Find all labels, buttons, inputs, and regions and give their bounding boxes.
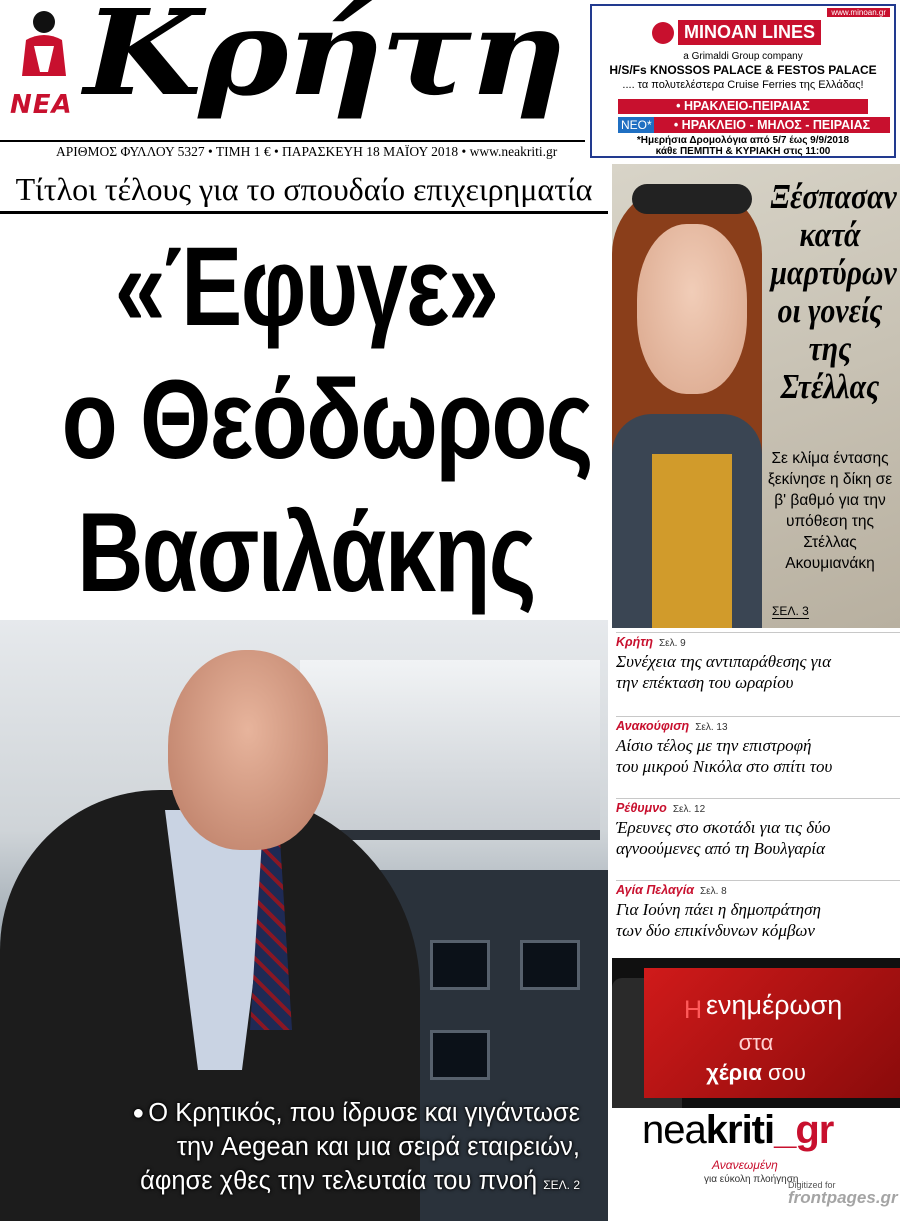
lead-caption: [20, 1096, 580, 1202]
watermark-small: Digitized for: [788, 1180, 836, 1190]
caption-line-1: Ο Κρητικός, που ίδρυσε και γιγάντωσε: [148, 1099, 580, 1127]
logo-part-nea: nea: [642, 1108, 706, 1152]
brief-line: Έρευνες στο σκοτάδι για τις δύο: [616, 818, 831, 837]
app-ad-line-3a: χέρια: [706, 1060, 762, 1085]
bullet-icon: ●: [132, 1102, 145, 1124]
app-ad-sub: Ανανεωμένη: [712, 1158, 778, 1172]
ad-group: a Grimaldi Group company: [683, 51, 803, 62]
app-ad-sub2: για εύκολη πλοήγηση: [704, 1174, 799, 1185]
headline-line-2: ο Θεόδωρος: [61, 357, 592, 482]
watermark: [788, 1180, 900, 1208]
logo-part-gr: _gr: [774, 1108, 834, 1152]
brief-line: την επέκταση του ωραρίου: [616, 673, 794, 692]
brand-prefix: ΝΕΑ: [10, 90, 73, 120]
app-ad-line-1: ενημέρωση: [706, 990, 843, 1020]
issue-line: ΑΡΙΘΜΟΣ ΦΥΛΛΟΥ 5327 • ΤΙΜΗ 1 € • ΠΑΡΑΣΚΕΥΗ 18 ΜΑΪΟΥ 2018 • www.neakriti.gr: [56, 144, 558, 159]
girl-face: [637, 224, 747, 394]
logo-part-kriti: kriti: [705, 1108, 775, 1152]
minoan-logo-icon: [652, 22, 674, 44]
side-title-line: Στέλλας: [780, 367, 880, 406]
ad-brand-row: [592, 18, 894, 48]
ad-route-1: • ΗΡΑΚΛΕΙΟ-ΠΕΙΡΑΙΑΣ: [618, 99, 868, 114]
caption-line-3: άφησε χθες την τελευταία του πνοή: [140, 1167, 538, 1195]
headline-line-1: «Έφυγε»: [114, 224, 498, 349]
cockpit-screen: [430, 1030, 490, 1080]
side-title-line: της: [808, 329, 852, 368]
side-title-line: κατά: [799, 215, 861, 254]
brief-page: Σελ. 9: [658, 638, 686, 649]
app-ad-line-3b: σου: [768, 1060, 806, 1085]
sunglasses: [632, 184, 752, 214]
ad-new-label: ΝΕΟ*: [618, 117, 655, 133]
brief-item[interactable]: [616, 632, 900, 693]
cockpit-screen: [520, 940, 580, 990]
brief-page: Σελ. 8: [699, 886, 727, 897]
side-title-line: μαρτύρων: [770, 253, 897, 292]
ad-new-route-row: [592, 117, 894, 133]
ad-brand: MINOAN LINES: [678, 20, 821, 45]
brief-item[interactable]: [616, 716, 900, 777]
side-story-text: Σε κλίμα έντασης ξεκίνησε η δίκη σε β' βαθμό για την υπόθεση της Στέλλας Ακουμιανάκη: [767, 450, 893, 572]
brand-title: Κρήτη: [84, 0, 564, 122]
lead-headline[interactable]: [8, 220, 604, 619]
brief-page: Σελ. 13: [695, 722, 728, 733]
ad-schedule-2: κάθε ΠΕΜΠΤΗ & ΚΥΡΙΑΚΗ στις 11:00: [655, 146, 831, 157]
side-title-line: Ξέσπασαν: [770, 177, 897, 216]
headline-line-3: Βασιλάκης: [77, 490, 535, 615]
neakriti-logo: [642, 1108, 833, 1153]
cockpit-screen: [430, 940, 490, 990]
lead-kicker: Τίτλοι τέλους για το σπουδαίο επιχειρηματία: [0, 164, 608, 214]
side-story-page: ΣΕΛ. 3: [772, 604, 809, 618]
brief-page: Σελ. 12: [672, 804, 706, 815]
masthead: [0, 0, 585, 160]
minoan-lines-ad[interactable]: [590, 4, 896, 158]
bust-logo-icon: [12, 6, 76, 78]
person-head: [168, 650, 328, 850]
cockpit-window: [300, 660, 600, 840]
app-ad-red-panel: [644, 968, 900, 1098]
ad-tagline: .... τα πολυτελέστερα Cruise Ferries της Ελλάδας!: [622, 79, 864, 91]
girl-shirt: [652, 454, 732, 628]
side-title-line: οι γονείς: [777, 291, 883, 330]
ad-route-2: • ΗΡΑΚΛΕΙΟ - ΜΗΛΟΣ - ΠΕΙΡΑΙΑΣ: [654, 117, 890, 133]
ad-ships: H/S/Fs KNOSSOS PALACE & FESTOS PALACE: [609, 64, 877, 77]
brief-line: Για Ιούνη πάει η δημοπράτηση: [616, 900, 821, 919]
brief-line: Συνέχεια της αντιπαράθεσης για: [616, 652, 832, 671]
brief-line: του μικρού Νικόλα στο σπίτι του: [616, 757, 833, 776]
brief-item[interactable]: [616, 880, 900, 941]
app-ad-letter: Η: [684, 996, 703, 1024]
ad-schedule-1: *Ημερήσια Δρομολόγια από 5/7 έως 9/9/2018: [636, 135, 850, 146]
brief-item[interactable]: [616, 798, 900, 859]
brief-label: Ρέθυμνο: [616, 801, 667, 815]
brief-line: Αίσιο τέλος με την επιστροφή: [616, 736, 812, 755]
brief-label: Κρήτη: [616, 635, 653, 649]
watermark-big: frontpages.gr: [788, 1188, 898, 1207]
app-ad-line-2: στα: [738, 1030, 774, 1055]
ad-url[interactable]: www.minoan.gr: [827, 8, 890, 17]
brief-label: Ανακούφιση: [616, 719, 690, 733]
brief-line: των δύο επικίνδυνων κόμβων: [616, 921, 815, 940]
brief-label: Αγία Πελαγία: [616, 883, 694, 897]
brief-line: αγνοούμενες από τη Βουλγαρία: [616, 839, 826, 858]
caption-page: ΣΕΛ. 2: [543, 1178, 580, 1192]
side-story-title[interactable]: [760, 178, 900, 406]
masthead-rule: [0, 140, 585, 142]
caption-line-2: την Aegean και μια σειρά εταιρειών,: [176, 1133, 580, 1161]
